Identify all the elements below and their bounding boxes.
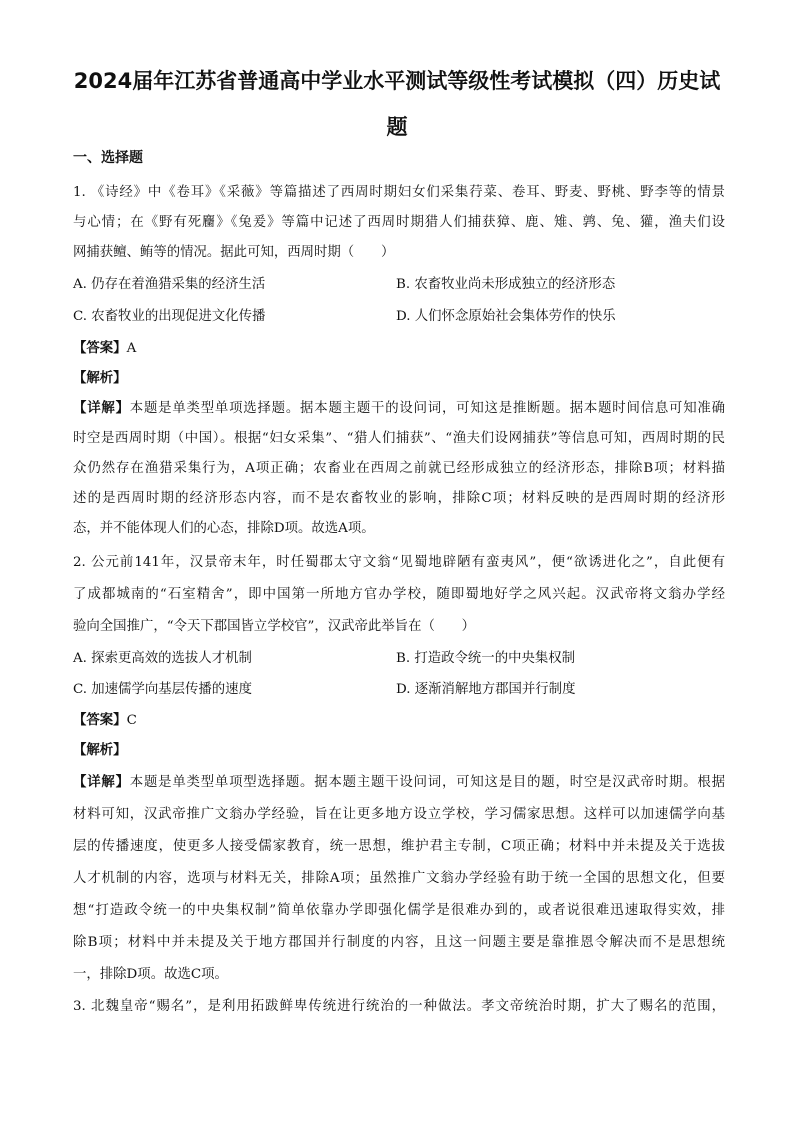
q2-answer bbox=[73, 711, 137, 731]
detail-text: 本题是单类型单项型选择题。据本题主题干设问词，可知这是目的题，时空是汉武帝时期。根据 bbox=[129, 775, 725, 790]
q1-detail-line bbox=[73, 399, 725, 419]
q1-stem-line: 1. 《诗经》中《卷耳》《采薇》等篇描述了西周时期妇女们采集荇菜、卷耳、野麦、野桃、野李等的情景 bbox=[73, 185, 725, 200]
answer-tag: 【答案】 bbox=[73, 713, 127, 728]
page-title-line-1: 2024届年江苏省普通高中学业水平测试等级性考试模拟（四）历史试 bbox=[73, 69, 721, 93]
q3-stem-line: 3. 北魏皇帝“赐名”，是利用拓跋鲜卑传统进行统治的一种做法。孝文帝统治时期，扩大了赐名的范围， bbox=[73, 999, 725, 1014]
q1-stem-line: 网捕获鳣、鲔等的情况。据此可知，西周时期（ ） bbox=[73, 245, 395, 260]
q2-detail-line bbox=[73, 773, 725, 793]
q1-stem-line: 与心情；在《野有死麕》《兔爰》等篇中记述了西周时期猎人们捕获獐、鹿、雉、鹑、兔、獾，渔夫们设 bbox=[73, 215, 725, 230]
answer-value: A bbox=[126, 341, 137, 356]
answer-value: C bbox=[126, 713, 137, 728]
q1-answer bbox=[73, 339, 136, 359]
answer-tag: 【答案】 bbox=[73, 341, 127, 356]
q1-detail-line: 众仍然存在渔猎采集行为，A项正确；农畜业在西周之前就已经形成独立的经济形态，排除B项；材料描 bbox=[73, 461, 725, 476]
analysis-tag: 【解析】 bbox=[73, 371, 127, 386]
q1-option-a: A. 仍存在着渔猎采集的经济生活 bbox=[73, 277, 266, 292]
detail-text: 本题是单类型单项选择题。据本题主题干的设问词，可知这是推断题。据本题时间信息可知准确 bbox=[129, 401, 725, 416]
q1-detail-line: 时空是西周时期（中国）。根据“妇女采集”、“猎人们捕获”、“渔夫们设网捕获”等信息可知，西周时期的民 bbox=[73, 431, 725, 446]
detail-tag: 【详解】 bbox=[73, 775, 130, 790]
q2-detail-line: 人才机制的内容，选项与材料无关，排除A项；虽然推广文翁办学经验有助于统一全国的思想文化，但要 bbox=[73, 871, 725, 886]
q2-option-c: C. 加速儒学向基层传播的速度 bbox=[73, 682, 252, 697]
q2-stem-line: 了成都城南的“石室精舍”，即中国第一所地方官办学校，随即蜀地好学之风兴起。汉武帝将文翁办学经 bbox=[73, 587, 725, 602]
q1-option-b: B. 农畜牧业尚未形成独立的经济形态 bbox=[396, 277, 616, 292]
q2-detail-line: 除B项；材料中并未提及关于地方郡国并行制度的内容，且这一问题主要是靠推恩令解决而不是思想统 bbox=[73, 935, 725, 950]
q2-option-b: B. 打造政令统一的中央集权制 bbox=[396, 651, 576, 666]
q2-stem-line: 2. 公元前141年，汉景帝末年，时任蜀郡太守文翁“见蜀地辟陋有蛮夷风”，便“欲诱进化之”，自此便有 bbox=[73, 555, 725, 570]
q2-option-a: A. 探索更高效的选拔人才机制 bbox=[73, 651, 252, 666]
page-title-line-2: 题 bbox=[386, 115, 408, 139]
q1-detail-line: 述的是西周时期的经济形态内容，而不是农畜牧业的影响，排除C项；材料反映的是西周时期的经济形 bbox=[73, 491, 725, 506]
detail-tag: 【详解】 bbox=[73, 401, 130, 416]
analysis-tag: 【解析】 bbox=[73, 743, 127, 758]
q2-detail-line: 材料可知，汉武帝推广文翁办学经验，旨在让更多地方设立学校，学习儒家思想。这样可以加速儒学向基 bbox=[73, 807, 725, 822]
section-heading: 一、选择题 bbox=[73, 150, 143, 166]
q2-analysis-heading bbox=[73, 741, 127, 761]
q2-detail-line: 层的传播速度，使更多人接受儒家教育，统一思想，维护君主专制，C项正确；材料中并未提及关于选拔 bbox=[73, 839, 725, 854]
q1-analysis-heading bbox=[73, 369, 127, 389]
q2-stem-line: 验向全国推广，“令天下郡国皆立学校官”，汉武帝此举旨在（ ） bbox=[73, 619, 476, 634]
q1-option-d: D. 人们怀念原始社会集体劳作的快乐 bbox=[396, 309, 616, 324]
q1-detail-line: 态，并不能体现人们的心态，排除D项。故选A项。 bbox=[73, 521, 375, 536]
q1-option-c: C. 农畜牧业的出现促进文化传播 bbox=[73, 309, 266, 324]
q2-option-d: D. 逐渐消解地方郡国并行制度 bbox=[396, 682, 576, 697]
q2-detail-line: 想“打造政令统一的中央集权制”简单依靠办学即强化儒学是很难办到的，或者说很难迅速取得实效，排 bbox=[73, 903, 725, 918]
q2-detail-line: 一，排除D项。故选C项。 bbox=[73, 967, 228, 982]
